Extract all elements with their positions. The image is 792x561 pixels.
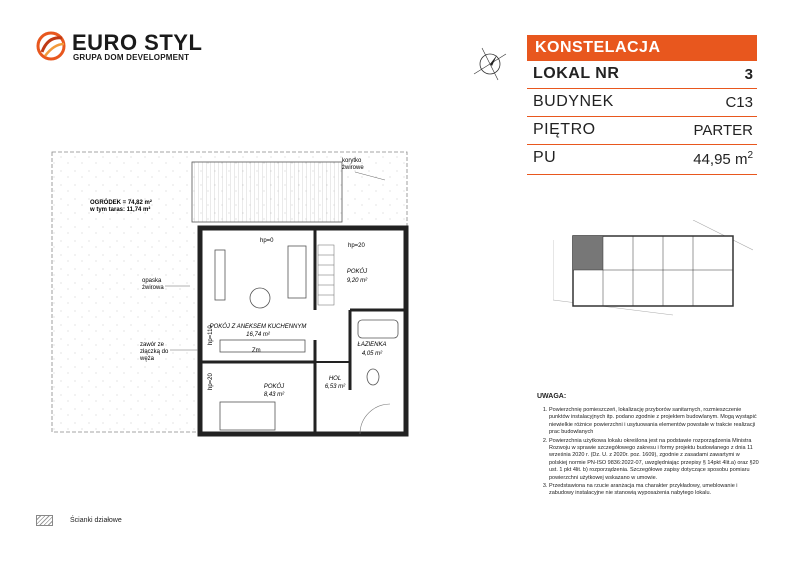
zm-label: Zm bbox=[252, 348, 261, 354]
pietro-value: PARTER bbox=[693, 122, 753, 139]
band-label: opaska bbox=[142, 278, 162, 284]
valve-label: węża bbox=[140, 356, 155, 362]
note-item: 2. Powierzchnia użytkowa lokalu określona jest na podstawie rozporządzenia Ministra Rozwoju w sprawie szczegółowego zakresu i formy projektu budowlanego z dnia 11 września 2020 r. (Dz. U. z 2020r. poz. 1609), zgodnie z zasadami zawartymi w polskiej normie PN-ISO 9836:2022-07, uwzględniając przepisy § 14pkt 4lit.a) oraz §20 ust. 1 pkt 4lit. b) rozporządzenia. Szczegółowe zapisy dotyczące sposobu pomiaru powierzchni użytkowej wskazano w umowie. bbox=[549, 438, 759, 482]
room-label: ŁAZIENKA bbox=[357, 342, 387, 348]
terrace-area-label: w tym taras: 11,74 m² bbox=[90, 207, 151, 213]
room-label: POKÓJ Z ANEKSEM KUCHENNYM bbox=[209, 324, 307, 330]
north-compass-icon bbox=[470, 44, 510, 84]
valve-label: zawór ze bbox=[140, 342, 165, 348]
room-area: 4,05 m² bbox=[361, 351, 383, 357]
pu-label: PU bbox=[533, 149, 557, 166]
hp-label: hp=20 bbox=[348, 243, 365, 249]
valve-label: złączką do bbox=[140, 349, 169, 355]
pu-row bbox=[527, 145, 757, 175]
hp-label: hp=20 bbox=[208, 373, 214, 390]
floor-plan bbox=[30, 140, 430, 450]
room-area: 9,20 m² bbox=[346, 278, 368, 284]
partition-wall-swatch-icon bbox=[36, 515, 53, 526]
note-item: 1. Powierzchnię pomieszczeń, lokalizację przyborów sanitarnych, rozmieszczenie punktów instalacyjnych itp. podano zgodnie z projektem budowlanym. Mogą wystąpić niewielkie różnice powierzchni i usytuowania elementów powstałe w trakcie realizacji prac budowlanych bbox=[549, 407, 759, 437]
garden-area-label: OGRÓDEK = 74,82 m² bbox=[90, 200, 152, 206]
site-plan bbox=[553, 220, 753, 320]
band-label: żwirowa bbox=[142, 285, 164, 291]
legend-label: Ścianki działowe bbox=[70, 517, 122, 524]
room-label: POKÓJ bbox=[263, 384, 285, 390]
brand-name: EURO STYL bbox=[72, 30, 203, 55]
lokal-value: 3 bbox=[744, 66, 753, 83]
budynek-value: C13 bbox=[725, 94, 753, 111]
room-area: 6,53 m² bbox=[324, 384, 346, 390]
lokal-row bbox=[527, 61, 757, 89]
gutter-label: żwirowe bbox=[342, 165, 364, 171]
project-name: KONSTELACJA bbox=[527, 35, 757, 61]
pietro-label: PIĘTRO bbox=[533, 121, 596, 138]
note-item: 3. Przedstawiona na rzucie aranżacja ma charakter przykładowy, umeblowanie i zabudowy instalacyjne nie stanowią wyposażenia nabytego lokalu. bbox=[549, 483, 759, 498]
euro-styl-logo-icon bbox=[36, 30, 66, 62]
highlighted-unit bbox=[573, 236, 603, 270]
room-area: 16,74 m² bbox=[246, 332, 270, 338]
budynek-label: BUDYNEK bbox=[533, 93, 614, 110]
notes-list bbox=[537, 407, 759, 499]
gutter-label: korytko bbox=[342, 158, 362, 164]
brand-subtitle: GRUPA DOM DEVELOPMENT bbox=[73, 53, 190, 62]
pietro-row bbox=[527, 117, 757, 145]
pu-value: 44,95 $m^2$ bbox=[693, 150, 753, 168]
budynek-row bbox=[527, 89, 757, 117]
hp-label: hp=110 bbox=[208, 325, 214, 345]
notes-title: UWAGA: bbox=[537, 393, 567, 400]
lokal-label: LOKAL NR bbox=[533, 65, 620, 82]
room-label: POKÓJ bbox=[346, 269, 368, 275]
room-label: HOL bbox=[328, 376, 342, 382]
hp-label: hp=0 bbox=[260, 238, 274, 244]
room-area: 8,43 m² bbox=[263, 392, 285, 398]
